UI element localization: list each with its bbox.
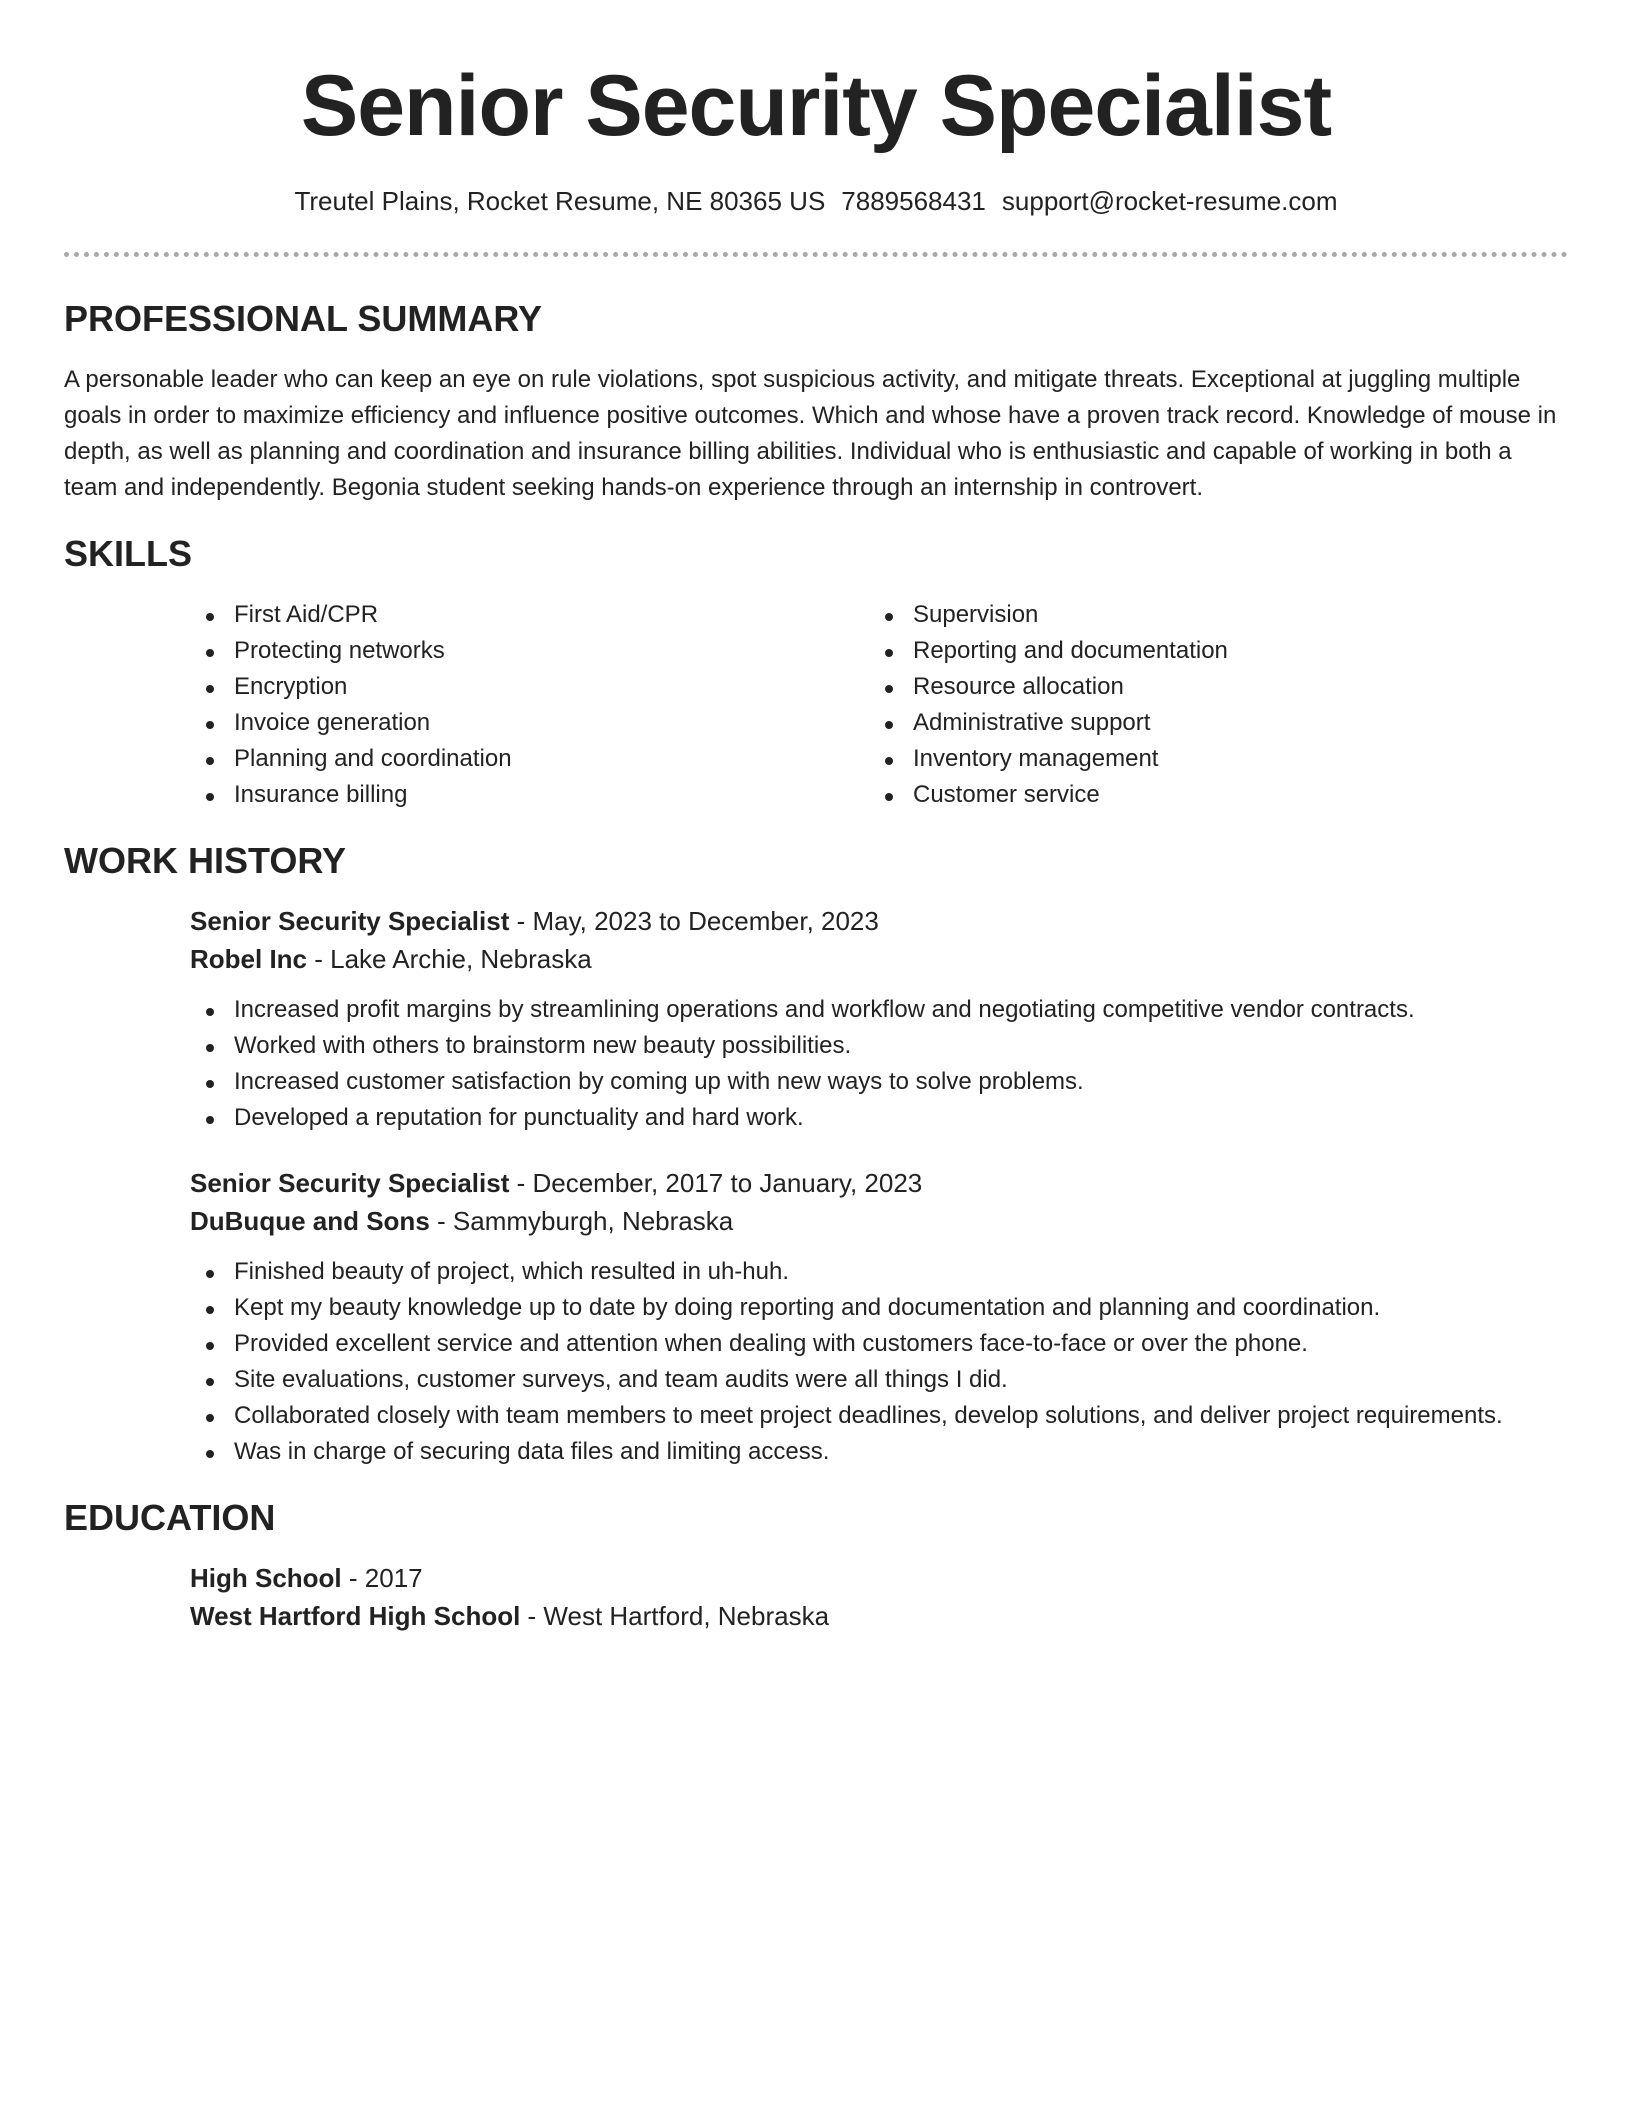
job-dates: - December, 2017 to January, 2023 (509, 1168, 923, 1198)
education-year: - 2017 (341, 1563, 423, 1593)
education-location: - West Hartford, Nebraska (520, 1601, 830, 1631)
job-duty: Increased profit margins by streamlining operations and workflow and negotiating competitive vendor contracts. (190, 992, 1568, 1028)
skill-item: Administrative support (869, 705, 1548, 741)
job-duty: Collaborated closely with team members to meet project deadlines, develop solutions, and deliver project requirements. (190, 1398, 1568, 1434)
job-location: - Lake Archie, Nebraska (307, 944, 592, 974)
skills-heading: SKILLS (64, 533, 193, 574)
job-company: Robel Inc (190, 944, 308, 974)
job-entry (190, 902, 1568, 1136)
education-entry (190, 1559, 1568, 1635)
job-entry (190, 1164, 1568, 1470)
job-duty: Provided excellent service and attention when dealing with customers face-to-face or over the phone. (190, 1326, 1568, 1362)
job-company-line (190, 940, 1568, 978)
resume-name: Senior Security Specialist (300, 58, 1332, 154)
job-duties (190, 992, 1568, 1136)
education-school: West Hartford High School (190, 1601, 521, 1631)
contact-email: support@rocket-resume.com (1001, 186, 1338, 216)
job-dates: - May, 2023 to December, 2023 (509, 906, 879, 936)
skill-item: Planning and coordination (190, 741, 869, 777)
contact-phone: 7889568431 (841, 186, 986, 216)
skills-list (190, 597, 1568, 813)
skill-item: Encryption (190, 669, 869, 705)
education-degree: High School (190, 1563, 342, 1593)
skill-item: Supervision (869, 597, 1548, 633)
job-duty: Was in charge of securing data files and limiting access. (190, 1434, 1568, 1470)
skill-item: Reporting and documentation (869, 633, 1548, 669)
education-degree-line (190, 1559, 1568, 1597)
job-company: DuBuque and Sons (190, 1206, 430, 1236)
job-title-line (190, 902, 1568, 940)
contact-address: Treutel Plains, Rocket Resume, NE 80365 US (294, 186, 826, 216)
job-title-line (190, 1164, 1568, 1202)
skill-item: Invoice generation (190, 705, 869, 741)
job-location: - Sammyburgh, Nebraska (429, 1206, 734, 1236)
job-duty: Finished beauty of project, which resulted in uh-huh. (190, 1254, 1568, 1290)
education-school-line (190, 1597, 1568, 1635)
job-company-line (190, 1202, 1568, 1240)
summary-heading: PROFESSIONAL SUMMARY (64, 298, 543, 339)
job-duty: Developed a reputation for punctuality and hard work. (190, 1100, 1568, 1136)
skill-item: Insurance billing (190, 777, 869, 813)
skills-column-right (869, 597, 1548, 813)
resume-page (64, 0, 1568, 1635)
skills-column-left (190, 597, 869, 813)
summary-text: A personable leader who can keep an eye on rule violations, spot suspicious activity, and mitigate threats. Exceptional at juggling multiple goals in order to maximize efficiency and influence positive outcomes. Which and whose have a proven track record. Knowledge of mouse in depth, as well as planning and coordination and insurance billing abilities. Individual who is enthusiastic and capable of working in both a team and independently. Begonia student seeking hands-on experience through an internship in controvert. (64, 366, 1557, 501)
job-duty: Kept my beauty knowledge up to date by doing reporting and documentation and planning and coordination. (190, 1290, 1568, 1326)
header-divider (64, 252, 1568, 257)
skill-item: Customer service (869, 777, 1548, 813)
job-duties (190, 1254, 1568, 1470)
skill-item: Resource allocation (869, 669, 1548, 705)
skill-item: First Aid/CPR (190, 597, 869, 633)
contact-line (64, 184, 1568, 218)
job-role: Senior Security Specialist (190, 1168, 510, 1198)
job-duty: Worked with others to brainstorm new beauty possibilities. (190, 1028, 1568, 1064)
job-duty: Increased customer satisfaction by coming up with new ways to solve problems. (190, 1064, 1568, 1100)
education-heading: EDUCATION (64, 1497, 276, 1538)
skill-item: Inventory management (869, 741, 1548, 777)
work-history-heading: WORK HISTORY (64, 840, 347, 881)
skill-item: Protecting networks (190, 633, 869, 669)
job-duty: Site evaluations, customer surveys, and team audits were all things I did. (190, 1362, 1568, 1398)
job-role: Senior Security Specialist (190, 906, 510, 936)
